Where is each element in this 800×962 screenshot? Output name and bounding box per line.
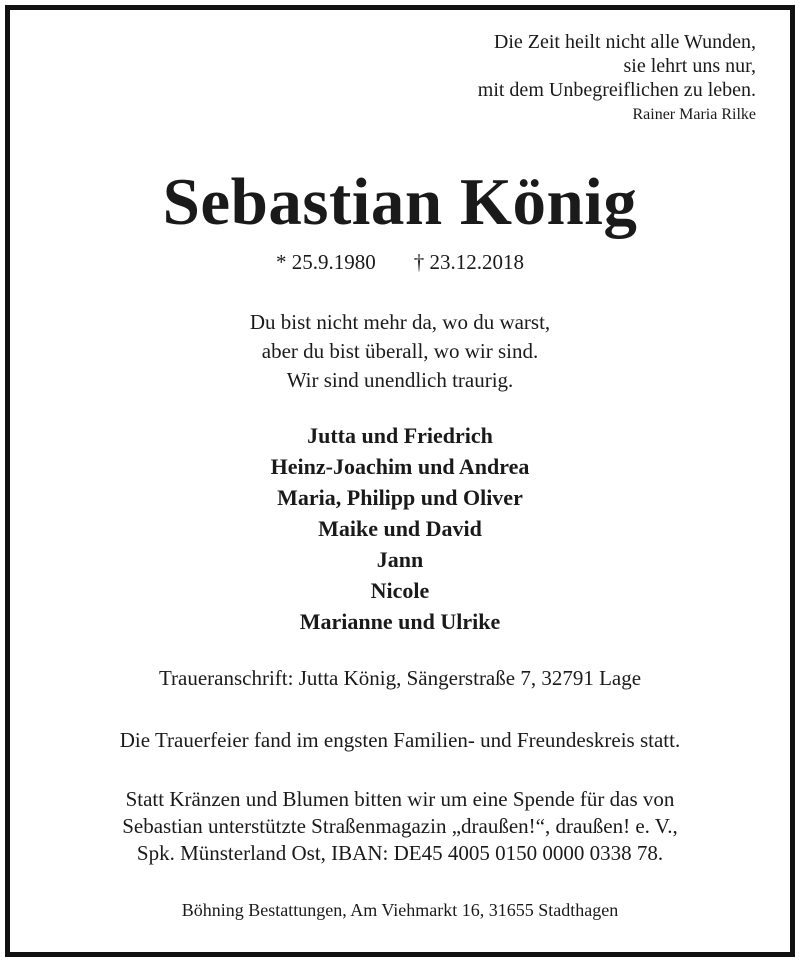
memorial-verse [0,308,800,395]
mourner-entry: Maria, Philipp und Oliver [277,485,523,510]
deceased-name: Sebastian König [162,165,638,239]
mourner-entry: Heinz-Joachim und Andrea [270,454,530,479]
mourner-entry: Jutta und Friedrich [307,423,493,448]
funeral-home-footer: Böhning Bestattungen, Am Viehmarkt 16, 31655 Stadthagen [181,900,619,920]
quote-line: Die Zeit heilt nicht alle Wunden, [493,31,756,53]
mourners-list [0,420,800,637]
ceremony-note: Die Trauerfeier fand im engsten Familien- und Freundeskreis statt. [119,728,681,752]
mourner-entry: Marianne und Ulrike [299,609,501,634]
donation-note [0,786,800,867]
mourning-address: Traueranschrift: Jutta König, Sängerstraße 7, 32791 Lage [158,666,642,690]
verse-line: Wir sind unendlich traurig. [286,368,514,392]
death-date: † 23.12.2018 [413,250,524,274]
donation-line: Sebastian unterstützte Straßenmagazin „draußen!“, draußen! e. V., [122,814,678,838]
mourner-entry: Jann [376,547,424,572]
quote-line: mit dem Unbegreiflichen zu leben. [477,79,756,101]
verse-line: Du bist nicht mehr da, wo du warst, [249,310,551,334]
rilke-quote [478,30,756,126]
mourner-entry: Nicole [370,578,430,603]
donation-line: Statt Kränzen und Blumen bitten wir um eine Spende für das von [125,787,675,811]
life-dates [0,248,800,276]
verse-line: aber du bist überall, wo wir sind. [261,339,539,363]
quote-author: Rainer Maria Rilke [632,106,756,123]
quote-line: sie lehrt uns nur, [623,55,756,77]
donation-line: Spk. Münsterland Ost, IBAN: DE45 4005 0150 0000 0338 78. [136,841,664,865]
birth-date: * 25.9.1980 [276,250,376,274]
mourner-entry: Maike und David [318,516,482,541]
